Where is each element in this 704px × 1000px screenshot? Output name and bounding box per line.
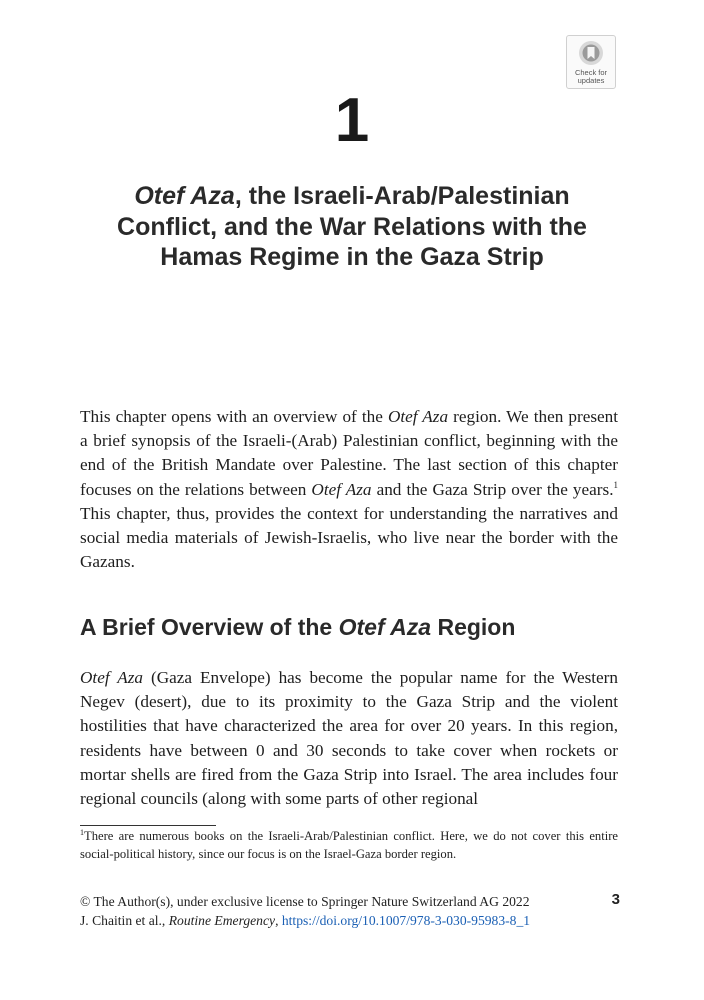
intro-italic-2: Otef Aza	[311, 479, 372, 499]
citation-book-title: Routine Emergency	[168, 913, 276, 928]
intro-text-4: This chapter, thus, provides the context for understanding the narratives and social media materials of Jewish-Israelis, who live near the border with the Gazans.	[80, 503, 618, 572]
intro-text-3: and the Gaza Strip over the years.	[371, 479, 614, 499]
intro-italic-1: Otef Aza	[387, 407, 449, 426]
check-for-updates-badge[interactable]	[566, 35, 616, 89]
chapter-title-rest: , the Israeli-Arab/Palestinian Conflict, and the War Relations with the Hamas Regime in the Gaza Strip	[117, 182, 587, 271]
copyright-block	[80, 892, 580, 930]
intro-text-1: This chapter opens with an overview of the	[80, 407, 388, 426]
bookmark-icon	[578, 40, 604, 68]
chapter-number: 1	[334, 86, 370, 155]
section-paragraph	[80, 666, 618, 811]
intro-text-2: region. We then present a brief synopsis of the Israeli-(Arab) Palestinian conflict, beginning with the end of the British Mandate over Palestine. The last section of this chapter focuses on the relations between	[80, 407, 619, 499]
badge-label-2: updates	[577, 76, 605, 85]
chapter-title	[95, 181, 609, 273]
footnote	[80, 828, 618, 863]
chapter-title-italic: Otef Aza	[134, 182, 235, 210]
page-number: 3	[611, 891, 620, 908]
footnote-number: 1	[80, 828, 84, 837]
footnote-text: There are numerous books on the Israeli-Arab/Palestinian conflict. Here, we do not cover this entire social-political history, since our focus is on the Israel-Gaza border region.	[80, 829, 618, 861]
section-text-1: (Gaza Envelope) has become the popular name for the Western Negev (desert), due to its proximity to the Gaza Strip and the violent hostilities that have characterized the area for over 20 years. In this region, residents have between 0 and 30 seconds to take cover when rockets or mortar shells are fired from the Gaza Strip into Israel. The area includes four regional councils (along with some parts of other regional	[80, 668, 618, 809]
badge-label-1: Check for	[574, 68, 608, 77]
section-italic-1: Otef Aza	[80, 668, 144, 687]
footnote-divider	[80, 825, 216, 826]
citation-line	[80, 911, 580, 930]
citation-separator: ,	[275, 913, 282, 928]
section-heading-pre: A Brief Overview of the	[80, 614, 339, 640]
section-heading	[80, 612, 620, 642]
citation-authors: J. Chaitin et al.,	[80, 913, 169, 928]
copyright-line: © The Author(s), under exclusive license to Springer Nature Switzerland AG 2022	[80, 894, 530, 909]
section-heading-italic: Otef Aza	[338, 614, 432, 640]
doi-link[interactable]: https://doi.org/10.1007/978-3-030-95983-8_1	[281, 913, 531, 928]
intro-paragraph	[80, 405, 618, 574]
footnote-reference[interactable]: 1	[613, 479, 618, 490]
section-heading-post: Region	[431, 614, 516, 640]
